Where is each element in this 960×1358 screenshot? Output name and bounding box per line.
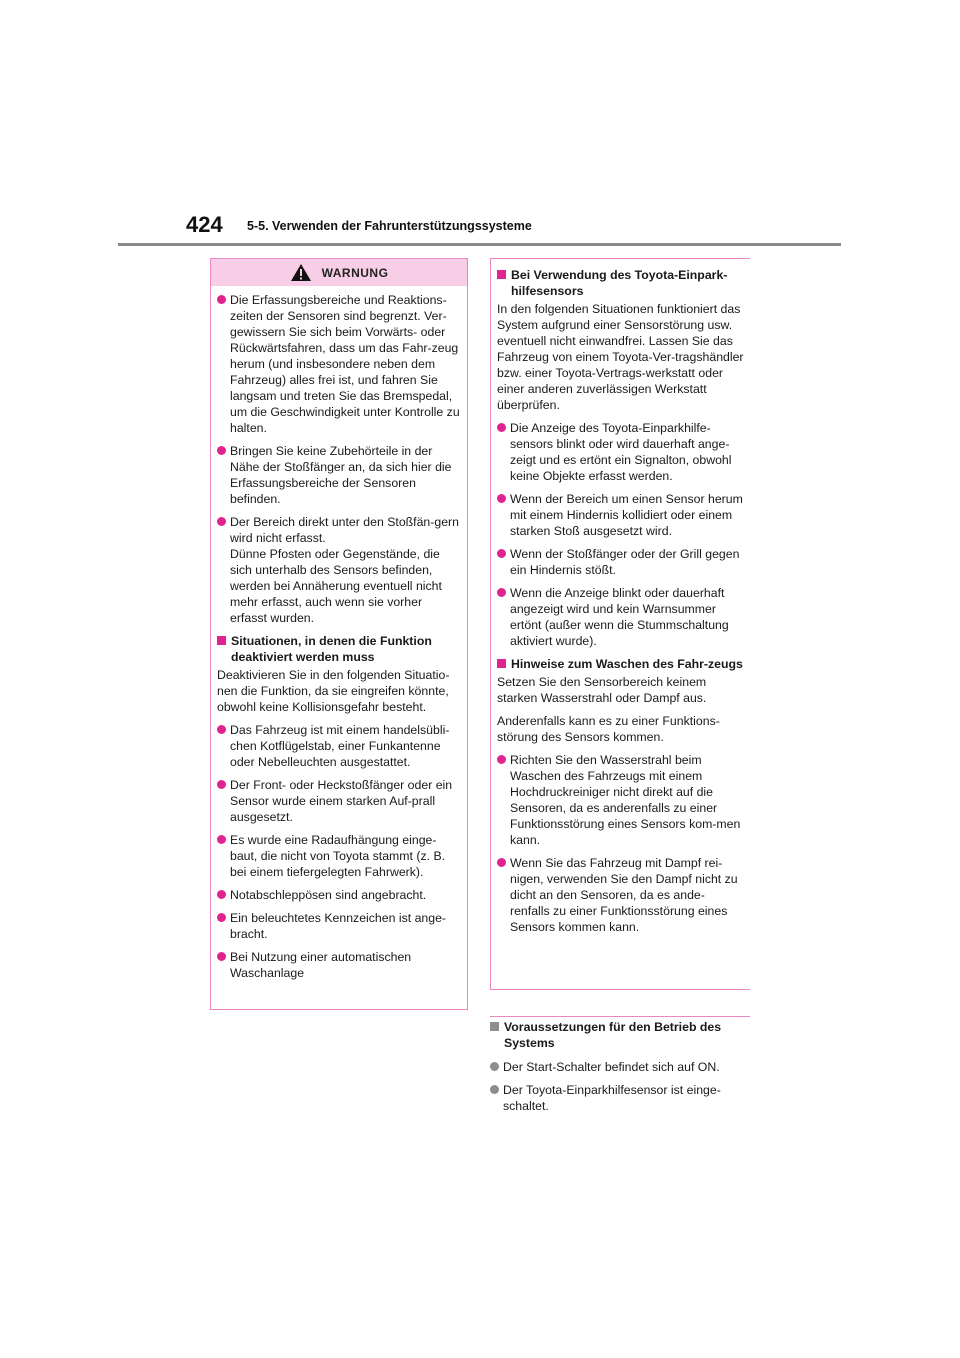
square-bullet-icon: [490, 1022, 499, 1031]
requirements-block: [490, 1016, 750, 1121]
bullet-text: Richten Sie den Wasserstrahl beim Waschen des Fahrzeugs mit einem Hochdruckreiniger nicht direkt auf die Sensoren, da es anderenfalls zu einer Funktionsstörung eines Sensors kom-men kann.: [510, 753, 741, 847]
paragraph: Anderenfalls kann es zu einer Funktions-störung des Sensors kommen.: [497, 714, 720, 744]
paragraph: Deaktivieren Sie in den folgenden Situatio-nen die Funktion, da sie eingreifen könnte, obwohl keine Kollisionsgefahr besteht.: [217, 668, 450, 714]
bullet-icon: [490, 1062, 499, 1071]
warning-title: WARNUNG: [321, 265, 389, 280]
bullet-text: Wenn Sie das Fahrzeug mit Dampf rei-nigen, verwenden Sie den Dampf nicht zu dicht an den Sensoren, da es ande-renfalls zu einer Funktionsstörung eines Sensors kommen kann.: [510, 856, 738, 934]
list-item: [497, 855, 744, 935]
bullet-text: Der Toyota-Einparkhilfesensor ist einge-schaltet.: [503, 1083, 721, 1113]
subheading-text: Hinweise zum Waschen des Fahr-zeugs: [511, 657, 743, 671]
bullet-text: Wenn die Anzeige blinkt oder dauerhaft angezeigt wird und kein Warnsummer ertönt (außer wenn die Stummschaltung aktiviert wurde).: [510, 586, 729, 648]
subheading: [497, 267, 744, 299]
bullet-icon: [497, 423, 506, 432]
list-item: [497, 420, 744, 484]
bullet-text: Bei Nutzung einer automatischen Waschanlage: [230, 950, 412, 980]
warning-content: [211, 286, 467, 981]
warning-triangle-icon: [290, 263, 312, 282]
square-bullet-icon: [497, 270, 506, 279]
bullet-text: Es wurde eine Radaufhängung einge-baut, die nicht von Toyota stammt (z. B. bei einem tiefergelegten Fahrwerk).: [230, 833, 446, 879]
bullet-text: Der Front- oder Heckstoßfänger oder ein Sensor wurde einem starken Auf-prall ausgesetzt.: [230, 778, 453, 824]
bullet-icon: [497, 549, 506, 558]
bullet-icon: [217, 835, 226, 844]
page-number: 424: [186, 212, 223, 237]
bullet-text: Bringen Sie keine Zubehörteile in der Nähe der Stoßfänger an, da sich hier die Erfassungsbereiche der Sensoren befinden.: [230, 444, 452, 506]
bullet-text: Der Bereich direkt unter den Stoßfän-gern wird nicht erfasst. Dünne Pfosten oder Gegenstände, die sich unterhalb des Sensors befinden, werden bei Annäherung eventuell nicht mehr erfasst, auch wenn sie vorher erfasst wurden.: [230, 515, 459, 625]
bullet-icon: [217, 295, 226, 304]
bullet-text: Die Anzeige des Toyota-Einparkhilfe-sensors blinkt oder wird dauerhaft ange-zeigt und es ertönt ein Signalton, obwohl keine Objekte erfasst werden.: [510, 421, 732, 483]
bullet-icon: [497, 858, 506, 867]
bullet-icon: [217, 725, 226, 734]
subheading-text: Voraussetzungen für den Betrieb des Systems: [504, 1020, 722, 1050]
info-content: [491, 259, 750, 935]
list-item: [217, 910, 461, 942]
bullet-icon: [497, 755, 506, 764]
bullet-icon: [490, 1085, 499, 1094]
bullet-icon: [217, 913, 226, 922]
bullet-text: Wenn der Stoßfänger oder der Grill gegen ein Hindernis stößt.: [510, 547, 740, 577]
subheading-text: Situationen, in denen die Funktion deaktiviert werden muss: [231, 634, 432, 664]
list-item: [217, 832, 461, 880]
list-item: [497, 752, 744, 848]
bullet-icon: [497, 494, 506, 503]
paragraph: In den folgenden Situationen funktioniert das System aufgrund einer Sensorstörung usw. eventuell nicht einwandfrei. Lassen Sie das Fahrzeug von einem Toyota-Ver-tragshändler bzw. einer Toyota-Vertrags-werkstatt oder einer anderen zuverlässigen Werkstatt überprüfen.: [497, 302, 744, 412]
bullet-icon: [217, 952, 226, 961]
square-bullet-icon: [217, 636, 226, 645]
bullet-text: Die Erfassungsbereiche und Reaktions-zeiten der Sensoren sind begrenzt. Ver-gewissern Sie sich beim Vorwärts- oder Rückwärtsfahren, dass um das Fahr-zeug herum (und insbesondere neben dem Fahrzeug) alles frei ist, und fahren Sie langsam und treten Sie das Bremspedal, um die Geschwindigkeit unter Kontrolle zu halten.: [230, 293, 460, 435]
warning-header: [211, 259, 467, 286]
warning-box: [210, 258, 468, 1010]
bullet-text: Das Fahrzeug ist mit einem handelsübli-chen Kotflügelstab, einer Funkantenne oder Nebelleuchten ausgestattet.: [230, 723, 450, 769]
subheading: [217, 633, 461, 665]
section-title: 5-5. Verwenden der Fahrunterstützungssysteme: [247, 219, 532, 233]
bullet-text: Ein beleuchtetes Kennzeichen ist ange-bracht.: [230, 911, 447, 941]
list-item: [490, 1059, 750, 1075]
bullet-icon: [217, 890, 226, 899]
list-item: [497, 491, 744, 539]
square-bullet-icon: [497, 659, 506, 668]
bullet-icon: [217, 446, 226, 455]
info-box: [490, 258, 750, 990]
list-item: [497, 585, 744, 649]
list-item: [217, 292, 461, 436]
bullet-icon: [497, 588, 506, 597]
list-item: [490, 1082, 750, 1114]
bullet-text: Der Start-Schalter befindet sich auf ON.: [503, 1060, 720, 1074]
subheading-text: Bei Verwendung des Toyota-Einpark-hilfesensors: [511, 268, 728, 298]
list-item: [217, 514, 461, 626]
paragraph: Setzen Sie den Sensorbereich keinem starken Wasserstrahl oder Dampf aus.: [497, 675, 707, 705]
bullet-text: Wenn der Bereich um einen Sensor herum mit einem Hindernis kollidiert oder einem starken Stoß ausgesetzt wird.: [510, 492, 743, 538]
bullet-text: Notabschleppösen sind angebracht.: [230, 888, 427, 902]
list-item: [217, 887, 461, 903]
list-item: [217, 777, 461, 825]
bullet-icon: [217, 517, 226, 526]
list-item: [217, 722, 461, 770]
list-item: [217, 443, 461, 507]
list-item: [497, 546, 744, 578]
list-item: [217, 949, 461, 981]
subheading: [490, 1019, 750, 1051]
subheading: [497, 656, 744, 672]
bullet-icon: [217, 780, 226, 789]
header-rule: [118, 243, 841, 246]
